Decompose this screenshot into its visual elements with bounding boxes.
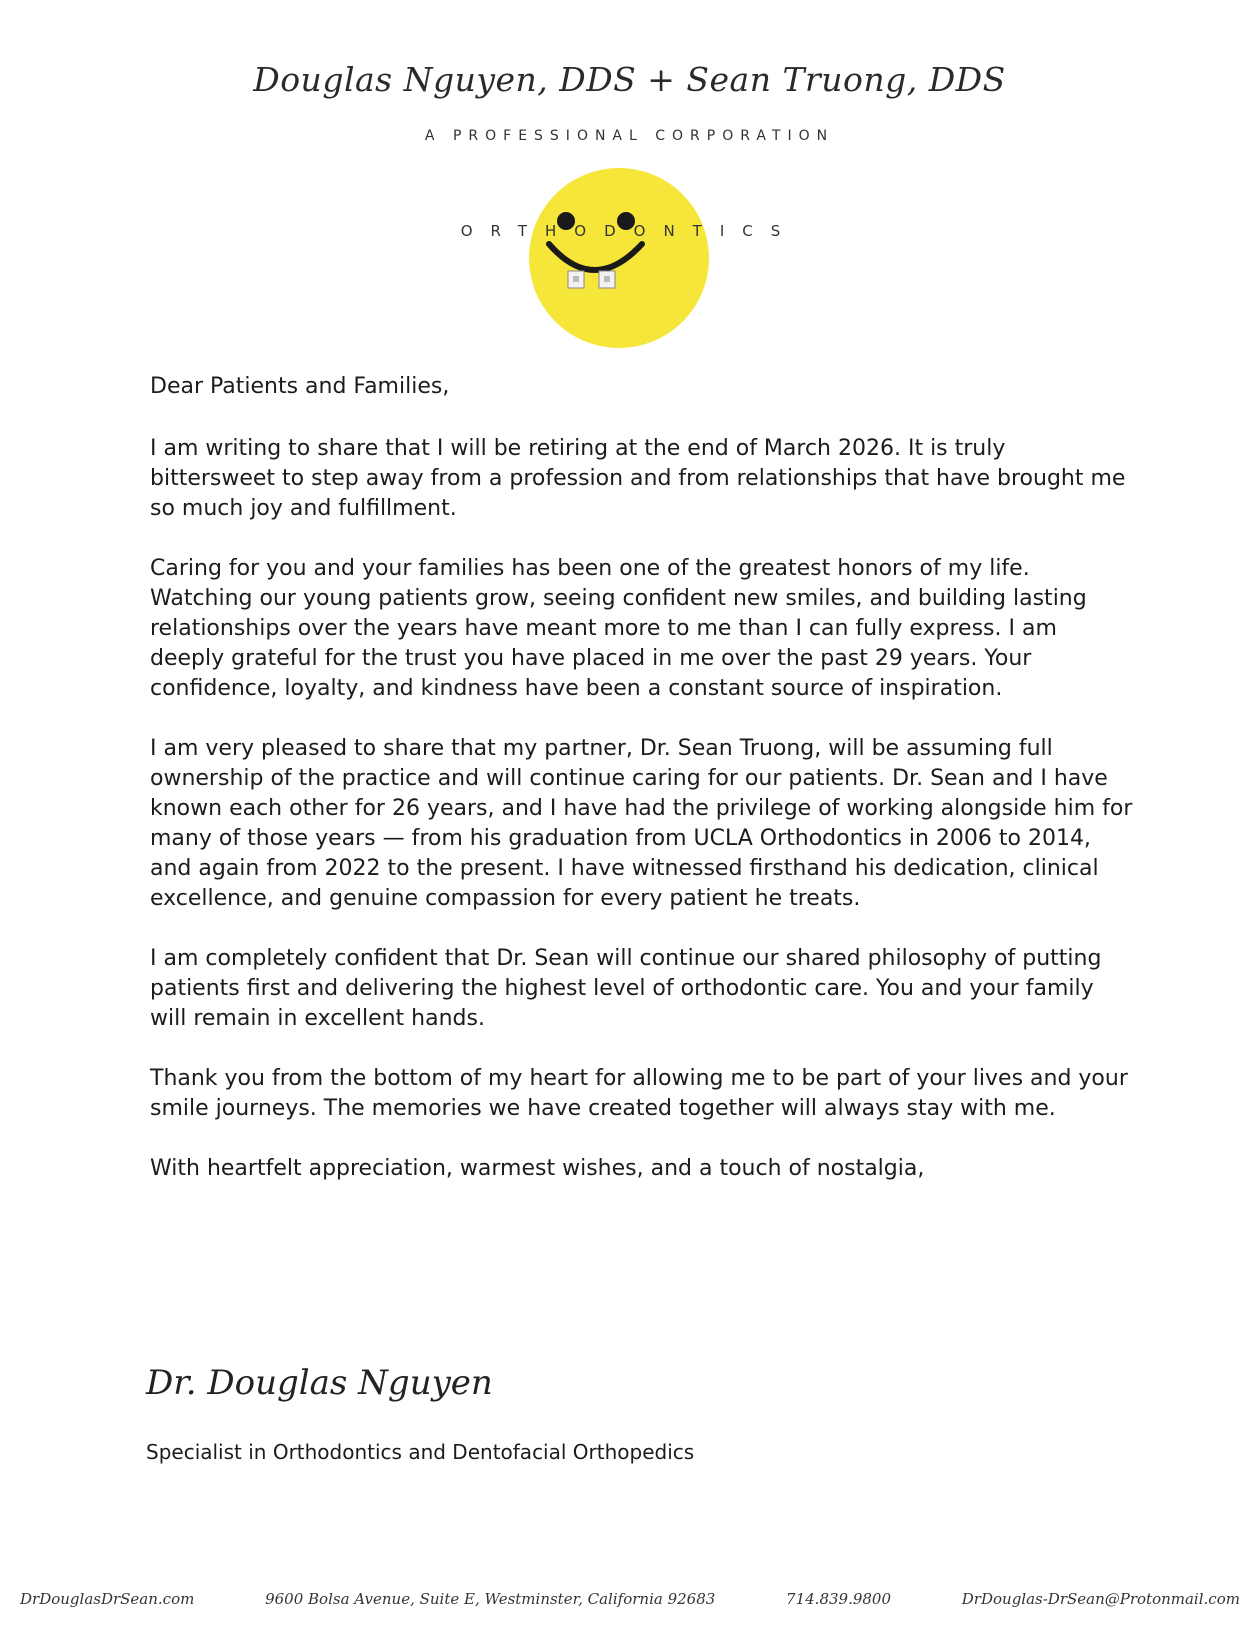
salutation: Dear Patients and Families, bbox=[150, 374, 450, 399]
paragraph-thanks: Thank you from the bottom of my heart for allowing me to be part of your lives and your smile journeys. The memories we have created together will always stay with me. bbox=[150, 1066, 1128, 1121]
signature: Dr. Douglas Nguyen bbox=[146, 1363, 493, 1403]
footer-email: DrDouglas-DrSean@Protonmail.com bbox=[961, 1590, 1240, 1608]
logo-orthodontics-text: ORTHODONTICS bbox=[460, 222, 799, 240]
paragraph-retirement: I am writing to share that I will be retiring at the end of March 2026. It is truly bittersweet to step away from a profession and from relationships that have brought me so much joy and fulfillment. bbox=[150, 436, 1126, 521]
smiley-logo bbox=[0, 168, 1259, 348]
footer-address: 9600 Bolsa Avenue, Suite E, Westminster, California 92683 bbox=[265, 1590, 716, 1608]
paragraph-successor: I am very pleased to share that my partner, Dr. Sean Truong, will be assuming full ownership of the practice and will continue caring for our patients. Dr. Sean and I have known each other for 26 years, and I have had the privilege of working alongside him for many of those years — from his graduation from UCLA Orthodontics in 2006 to 2014, and again from 2022 to the present. I have witnessed firsthand his dedication, clinical excellence, and genuine compassion for every patient he treats. bbox=[150, 736, 1133, 911]
smiley-face-icon bbox=[529, 168, 709, 348]
footer-website: DrDouglasDrSean.com bbox=[20, 1590, 195, 1608]
letterhead-subtitle: A PROFESSIONAL CORPORATION bbox=[424, 128, 835, 144]
letterhead-names: Douglas Nguyen, DDS + Sean Truong, DDS bbox=[253, 60, 1006, 99]
paragraph-confidence: I am completely confident that Dr. Sean will continue our shared philosophy of putting patients first and delivering the highest level of orthodontic care. You and your family will remain in excellent hands. bbox=[150, 946, 1102, 1031]
letter-body bbox=[150, 372, 1135, 1214]
footer-phone: 714.839.9800 bbox=[786, 1590, 892, 1608]
signer-title: Specialist in Orthodontics and Dentofacial Orthopedics bbox=[146, 1440, 695, 1464]
footer bbox=[20, 1590, 1240, 1608]
paragraph-gratitude: Caring for you and your families has been one of the greatest honors of my life. Watching our young patients grow, seeing confident new smiles, and building lasting relationships over the years have meant more to me than I can fully express. I am deeply grateful for the trust you have placed in me over the past 29 years. Your confidence, loyalty, and kindness have been a constant source of inspiration. bbox=[150, 556, 1087, 701]
closing-line: With heartfelt appreciation, warmest wishes, and a touch of nostalgia, bbox=[150, 1156, 925, 1181]
